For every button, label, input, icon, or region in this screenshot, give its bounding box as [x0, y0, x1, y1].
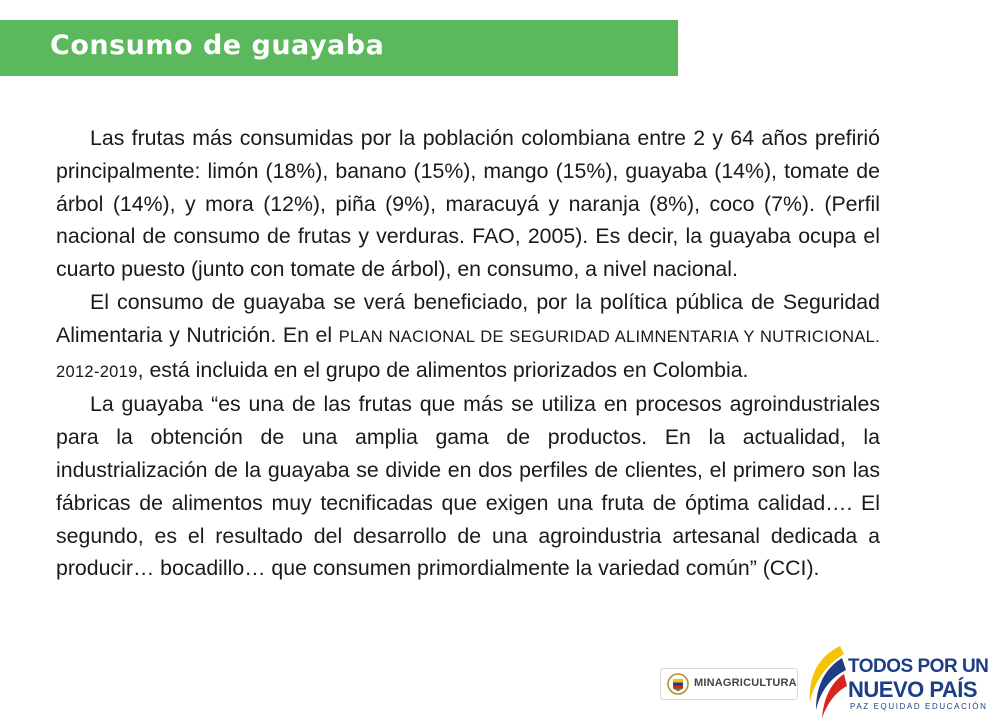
paragraph-agroindustry-quote: La guayaba “es una de las frutas que más se utiliza en procesos agroindustriales para la obtención de una amplia gama de productos. En la actualidad, la industrialización de la guayaba se divide en dos perfiles de clientes, el primero son las fábricas de alimentos muy tecnificadas que exigen una fruta de óptima calidad…. El segundo, es el resultado del desarrollo de una agroindustria artesanal dedicada a producir… bocadillo… que consumen primordialmente la variedad común” (CCI). [56, 392, 880, 581]
slogan-line-3: PAZ EQUIDAD EDUCACIÓN [850, 702, 988, 711]
paragraph-2-conclusion: , está incluida en el grupo de alimentos priorizados en Colombia. [137, 357, 749, 382]
paragraph-consumption-ranking: Las frutas más consumidas por la población colombiana entre 2 y 64 años prefirió principalmente: limón (18%), banano (15%), mango (15%), guayaba (14%), tomate de árbol (14%), y mora (12%), piña (9%), maracuyá y naranja (8%), coco (7%). (Perfil nacional de consumo de frutas y verduras. FAO, 2005). Es decir, la guayaba ocupa el cuarto puesto (junto con tomate de árbol), en consumo, a nivel nacional. [56, 126, 880, 282]
paragraph-food-security-policy [56, 286, 880, 388]
slogan-line-2: NUEVO PAÍS [848, 677, 978, 702]
footer-logos [650, 640, 988, 720]
slogan-line-1: TODOS POR UN [848, 656, 988, 677]
minagricultura-logo [660, 668, 798, 700]
plan-nacional-reference: PLAN NACIONAL DE SEGURIDAD ALIMNENTARIA Y NUTRICIONAL. 2012-2019 [56, 327, 880, 381]
tricolor-swoosh-icon [800, 644, 848, 720]
body-text [56, 122, 880, 585]
title-bar [0, 20, 678, 76]
minagricultura-label: MINAGRICULTURA [694, 677, 797, 689]
paragraph-2-intro: El consumo de guayaba se verá beneficiado, por la política pública de Seguridad Alimentaria y Nutrición. En el [56, 289, 880, 347]
todos-por-un-nuevo-pais-logo [800, 644, 988, 720]
colombia-seal-icon [667, 673, 689, 695]
slide-title: Consumo de guayaba [50, 30, 385, 61]
